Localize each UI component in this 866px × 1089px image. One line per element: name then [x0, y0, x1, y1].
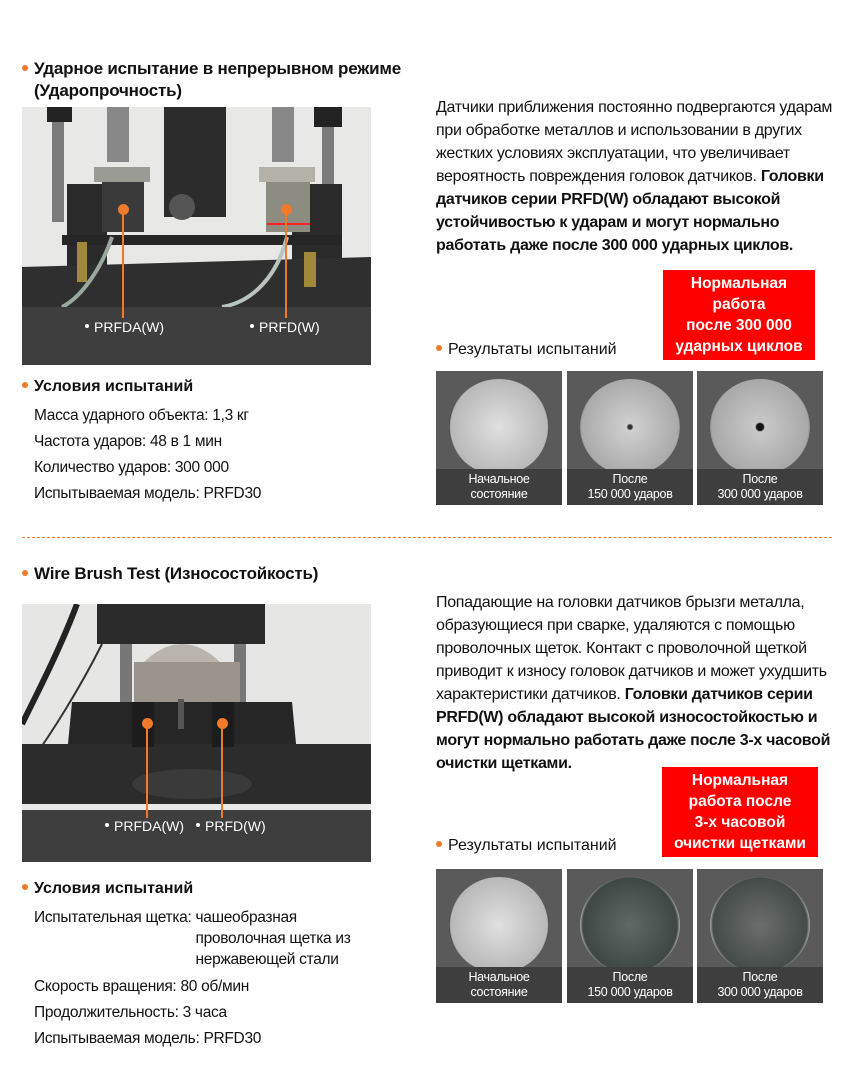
condition-item: Скорость вращения: 80 об/мин	[34, 978, 249, 995]
section-divider	[22, 537, 832, 538]
brush-value-line: проволочная щетка из	[195, 930, 351, 947]
caption-line2: состояние	[470, 985, 528, 999]
pointer-line-prfda	[146, 726, 148, 818]
description-bold-text: Головки датчиков серии PRFD(W) обладают высокой устойчивостью к ударам и могут нормально работать даже после 300 000 ударных циклов.	[436, 168, 824, 254]
caption-line2: 300 000 ударов	[717, 487, 803, 501]
section1-title-line1: Ударное испытание в непрерывном режиме	[34, 59, 401, 78]
bullet-icon	[436, 841, 442, 847]
description-normal-text: Датчики приближения постоянно подвергаются ударам при обработке металлов и использовании в других жестких условиях эксплуатации, что увеличивает вероятность повреждения головок датчиков.	[436, 99, 833, 185]
impact-test-photo	[22, 107, 371, 365]
section2-title-text: Wire Brush Test (Износостойкость)	[34, 564, 319, 583]
sensor-face-image	[710, 877, 810, 973]
caption-line1: Начальное	[468, 970, 530, 984]
caption-line1: После	[612, 970, 648, 984]
caption-line2: состояние	[470, 487, 528, 501]
caption-line2: 150 000 ударов	[587, 487, 673, 501]
condition-item: Частота ударов: 48 в 1 мин	[34, 433, 222, 450]
brush-value-line: чашеобразная	[195, 909, 297, 926]
pointer-line-prfda	[122, 212, 124, 318]
bullet-icon	[22, 570, 28, 576]
description-normal-text: Попадающие на головки датчиков брызги металла, образующиеся при сварке, удаляются с помощью проволочных щеток. Контакт с проволочной щеткой приводит к износу головок датчиков и может ухудшить характеристики датчиков.	[436, 594, 827, 703]
section1-description	[436, 96, 836, 257]
result-badge	[662, 767, 818, 857]
results-title-text: Результаты испытаний	[448, 837, 617, 854]
badge-line: ударных циклов	[675, 338, 803, 355]
result-badge	[663, 270, 815, 360]
thumb-caption	[697, 967, 823, 1003]
result-thumb-300k	[697, 371, 823, 505]
badge-line: очистки щетками	[674, 835, 806, 852]
result-thumb-initial	[436, 371, 562, 505]
bullet-icon	[436, 345, 442, 351]
thumb-caption	[567, 469, 693, 505]
badge-line: после 300 000	[686, 317, 792, 334]
section2-conditions-list	[34, 907, 414, 1052]
sensor-face-image	[580, 379, 680, 475]
bullet-icon	[22, 65, 28, 71]
section1-conditions-title	[22, 377, 193, 397]
result-thumb-300k	[697, 869, 823, 1003]
conditions-title-text: Условия испытаний	[34, 378, 194, 395]
caption-line1: После	[742, 970, 778, 984]
badge-line: работа после	[688, 793, 792, 810]
badge-line: Нормальная	[691, 772, 789, 789]
photo-label-prfda: PRFDA(W)	[105, 818, 184, 834]
wire-brush-photo	[22, 604, 371, 862]
pointer-line-prfd	[221, 726, 223, 818]
results-title-text: Результаты испытаний	[448, 341, 617, 358]
thumb-caption	[436, 967, 562, 1003]
photo-label-prfd: PRFD(W)	[250, 319, 320, 335]
condition-item-brush	[34, 907, 414, 970]
conditions-title-text: Условия испытаний	[34, 880, 194, 897]
sensor-face-image	[449, 877, 549, 973]
section2-title	[22, 563, 318, 585]
badge-line: 3-х часовой	[694, 814, 786, 831]
sensor-face-image	[449, 379, 549, 475]
sensor-face-image	[580, 877, 680, 973]
caption-line1: Начальное	[468, 472, 530, 486]
caption-line2: 300 000 ударов	[717, 985, 803, 999]
bullet-icon	[22, 884, 28, 890]
pointer-line-prfd	[285, 212, 287, 318]
description-bold-text: Головки датчиков серии PRFD(W) обладают высокой износостойкостью и могут нормально работать даже после 3-х часовой очистки щетками.	[436, 686, 831, 772]
section1-results-title	[436, 340, 617, 360]
sensor-face-image	[710, 379, 810, 475]
caption-line2: 150 000 ударов	[587, 985, 673, 999]
condition-item: Продолжительность: 3 часа	[34, 1004, 227, 1021]
section2-description	[436, 591, 838, 775]
result-thumb-150k	[567, 371, 693, 505]
photo-label-prfd: PRFD(W)	[196, 818, 266, 834]
thumb-caption	[436, 469, 562, 505]
result-thumb-initial	[436, 869, 562, 1003]
condition-item: Количество ударов: 300 000	[34, 459, 229, 476]
section1-title-line2: (Ударопрочность)	[34, 81, 182, 100]
caption-line1: После	[742, 472, 778, 486]
thumb-caption	[567, 967, 693, 1003]
condition-item: Испытываемая модель: PRFD30	[34, 1030, 262, 1047]
thumb-caption	[697, 469, 823, 505]
bullet-icon	[22, 382, 28, 388]
section1-conditions-list	[34, 403, 261, 507]
label-band	[22, 307, 371, 365]
caption-line1: После	[612, 472, 648, 486]
section2-conditions-title	[22, 879, 193, 899]
brush-value-line: нержавеющей стали	[195, 951, 339, 968]
brush-value	[196, 907, 351, 970]
brush-label: Испытательная щетка:	[34, 909, 192, 926]
photo-label-prfda: PRFDA(W)	[85, 319, 164, 335]
badge-line: работа	[712, 296, 766, 313]
condition-item: Масса ударного объекта: 1,3 кг	[34, 407, 249, 424]
section2-results-title	[436, 836, 617, 856]
condition-item: Испытываемая модель: PRFD30	[34, 485, 262, 502]
badge-line: Нормальная	[690, 275, 788, 292]
result-thumb-150k	[567, 869, 693, 1003]
section1-title	[22, 58, 401, 102]
